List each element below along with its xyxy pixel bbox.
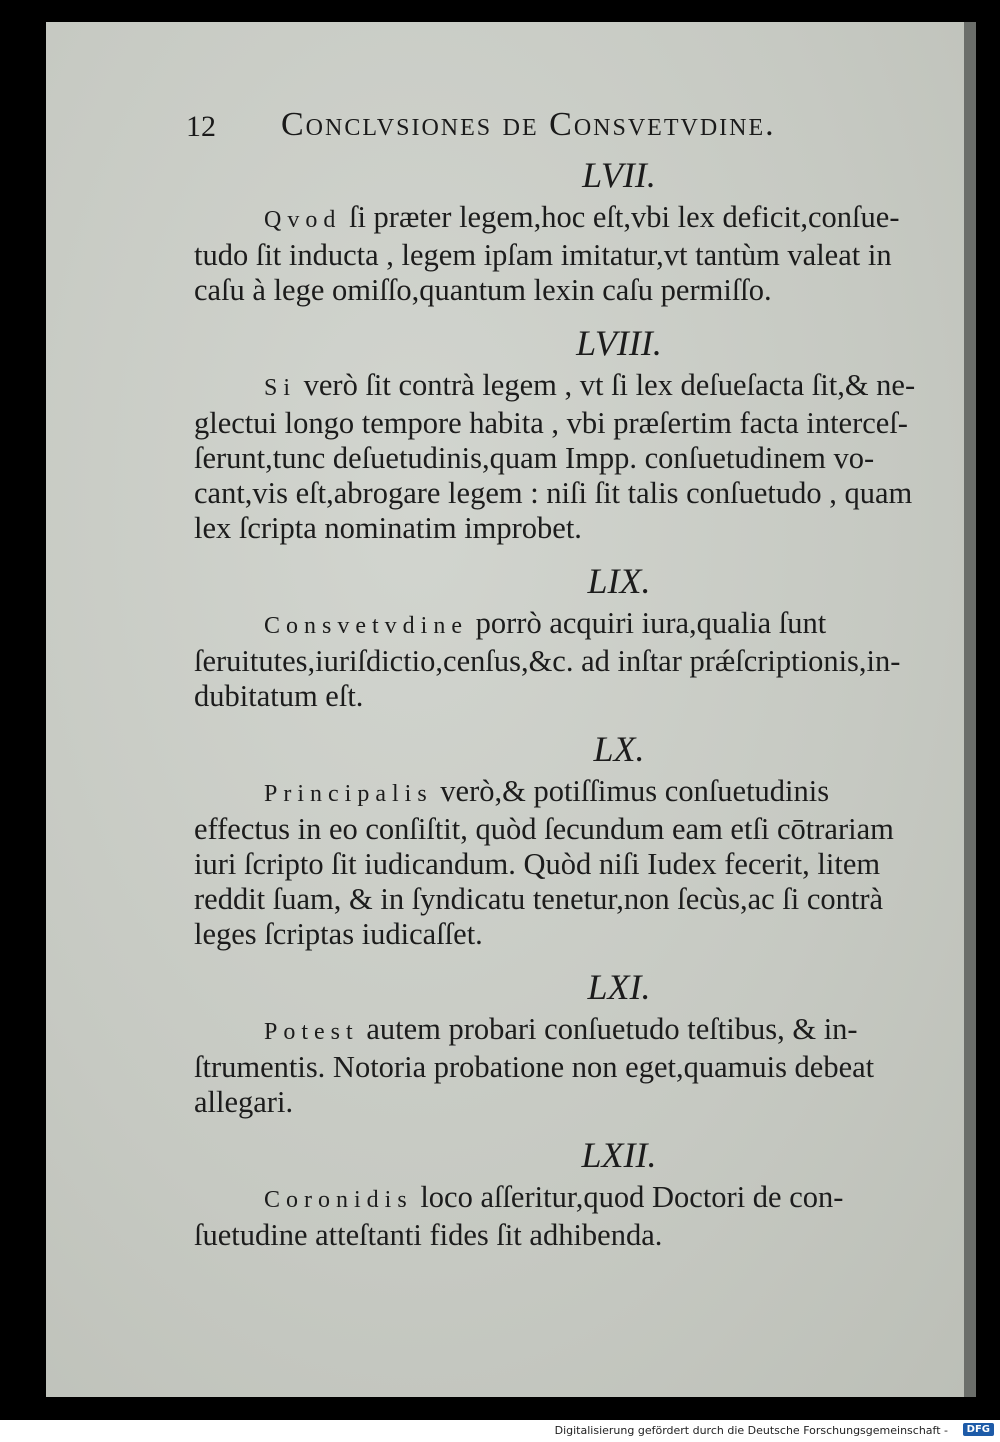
lead-word: Potest xyxy=(264,1019,359,1045)
lead-word: Principalis xyxy=(264,781,433,807)
text-line: lex ſcripta nominatim improbet. xyxy=(194,511,582,545)
lead-word: Si xyxy=(264,375,297,401)
section-heading: LVIII. xyxy=(576,323,662,363)
lead-word: Consvetvdine xyxy=(264,613,468,639)
text-line: ſerunt,tunc deſuetudinis,quam Impp. conſuetudinem vo- xyxy=(194,441,875,475)
dfg-logo: DFG xyxy=(963,1423,994,1436)
book-page xyxy=(46,22,976,1397)
section-paragraph xyxy=(194,1012,984,1120)
text-line: leges ſcriptas iudicaſſet. xyxy=(194,917,483,951)
text-line: glectui longo tempore habita , vbi præſertim facta interceſ- xyxy=(194,406,908,440)
section-paragraph xyxy=(194,200,984,308)
text-run: verò,& potiſſimus conſuetudinis xyxy=(432,774,830,808)
text-line: cant,vis eſt,abrogare legem : niſi ſit talis conſuetudo , quam xyxy=(194,476,913,510)
text-line xyxy=(194,1180,984,1218)
text-run: loco aſſeritur,quod Doctori de con- xyxy=(412,1180,844,1214)
section-heading: LXII. xyxy=(581,1135,657,1175)
footer-bar xyxy=(0,1420,1000,1442)
text-run: autem probari conſuetudo teſtibus, & in- xyxy=(358,1012,858,1046)
text-run: porrò acquiri iura,qualia ſunt xyxy=(468,606,827,640)
text-line xyxy=(194,1012,984,1050)
text-line: allegari. xyxy=(194,1085,294,1119)
section-paragraph xyxy=(194,606,984,714)
section-heading: LX. xyxy=(593,729,645,769)
lead-word: Coronidis xyxy=(264,1187,413,1213)
section-paragraph xyxy=(194,774,984,952)
text-line: ſtrumentis. Notoria probatione non eget,quamuis debeat xyxy=(194,1050,875,1084)
section-paragraph xyxy=(194,368,984,546)
text-line xyxy=(194,368,984,406)
text-block xyxy=(194,150,984,1263)
text-line xyxy=(194,606,984,644)
text-line: ſeruitutes,iuriſdictio,cenſus,&c. ad inſtar prǽſcriptionis,in- xyxy=(194,644,901,678)
text-line: reddit ſuam, & in ſyndicatu tenetur,non ſecùs,ac ſi contrà xyxy=(194,882,884,916)
running-title: Conclvsiones de Consvetvdine. xyxy=(281,106,776,143)
page-number: 12 xyxy=(186,110,216,143)
text-line: tudo ſit inducta , legem ipſam imitatur,vt tantùm valeat in xyxy=(194,238,892,272)
section-heading: LIX. xyxy=(587,561,651,601)
text-line: caſu à lege omiſſo,quantum lexin caſu permiſſo. xyxy=(194,273,772,307)
text-line: effectus in eo conſiſtit, quòd ſecundum eam etſi cōtrariam xyxy=(194,812,894,846)
text-line: ſuetudine atteſtanti fides ſit adhibenda. xyxy=(194,1218,663,1252)
text-run: verò ſit contrà legem , vt ſi lex deſueſacta ſit,& ne- xyxy=(296,368,916,402)
text-line xyxy=(194,774,984,812)
section-heading: LVII. xyxy=(582,155,656,195)
lead-word: Qvod xyxy=(264,207,342,233)
text-line xyxy=(194,200,984,238)
running-head xyxy=(46,106,964,146)
section-heading: LXI. xyxy=(587,967,651,1007)
funding-notice: Digitalisierung gefördert durch die Deutsche Forschungsgemeinschaft - xyxy=(554,1424,948,1437)
text-line: dubitatum eſt. xyxy=(194,679,364,713)
text-run: ſi præter legem,hoc eſt,vbi lex deficit,conſue- xyxy=(341,200,900,234)
section-paragraph xyxy=(194,1180,984,1253)
text-line: iuri ſcripto ſit iudicandum. Quòd niſi Iudex fecerit, litem xyxy=(194,847,881,881)
